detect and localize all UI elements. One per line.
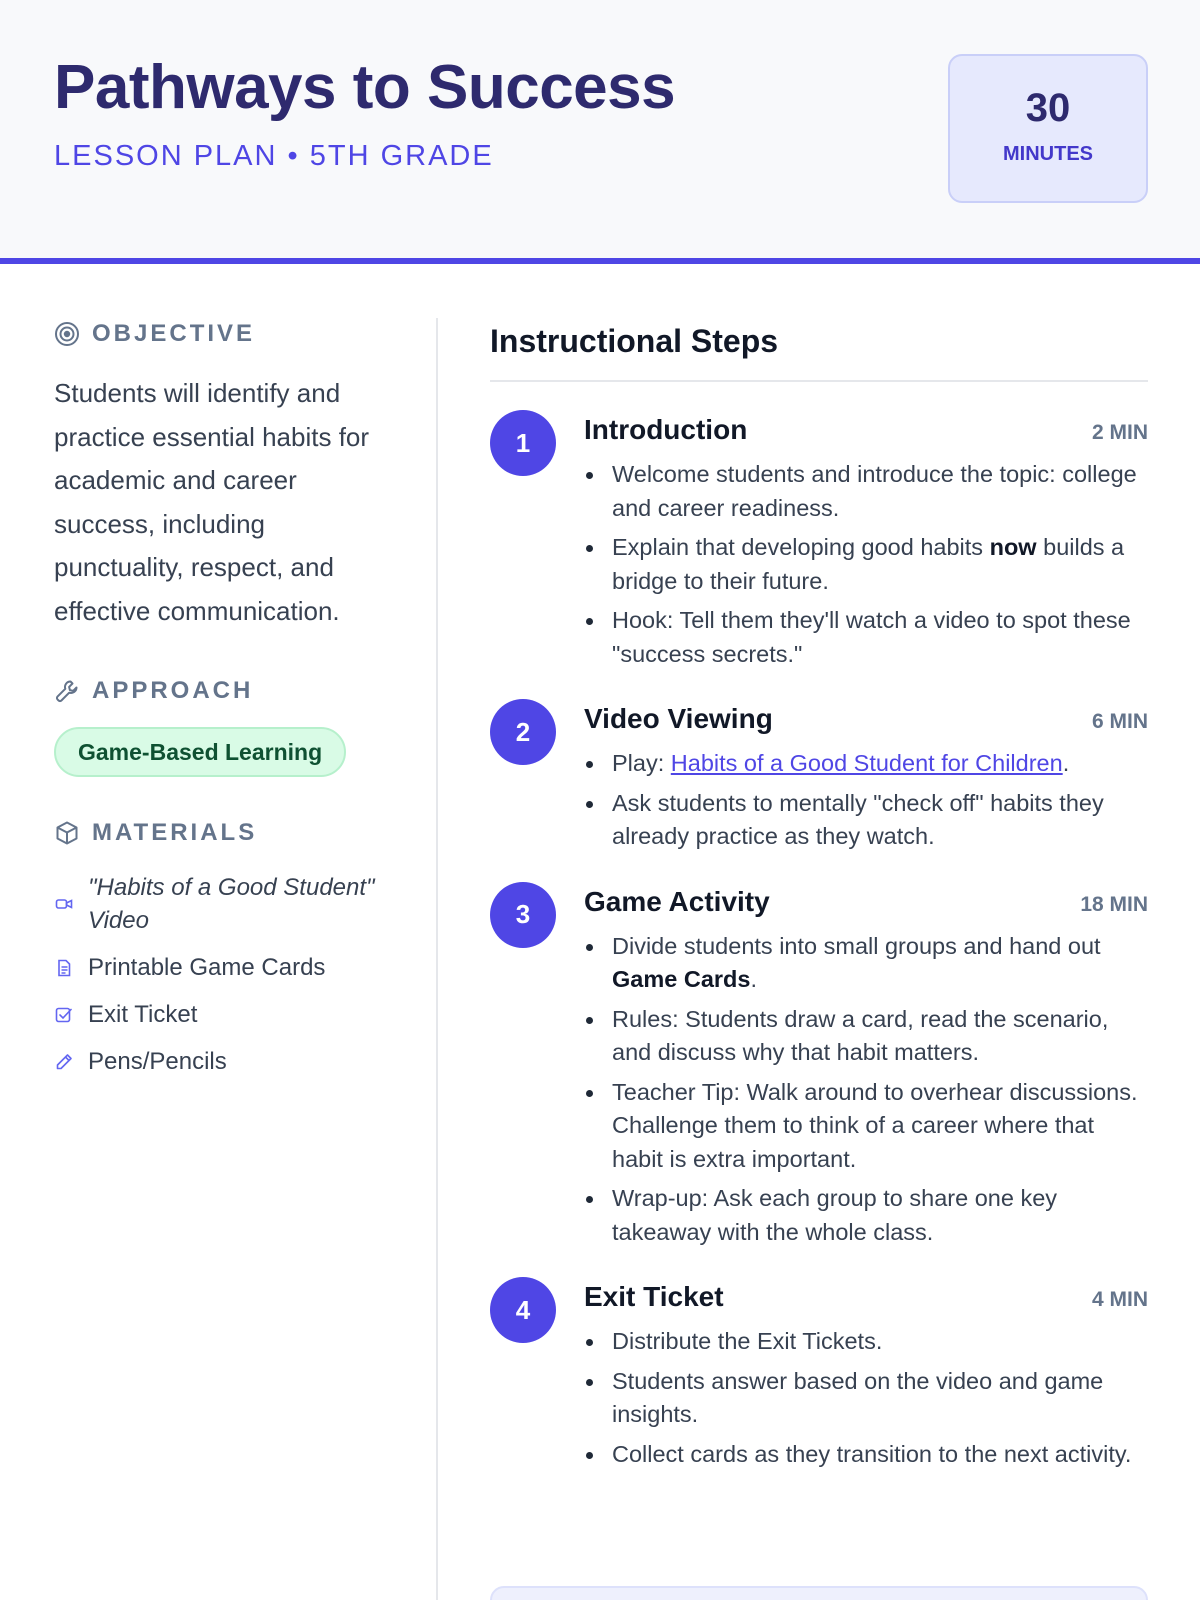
bullet-emphasis: Game Cards bbox=[612, 966, 751, 992]
material-label: Exit Ticket bbox=[88, 1001, 198, 1028]
column-divider bbox=[436, 318, 438, 1600]
sidebar bbox=[54, 318, 394, 1092]
target-icon bbox=[54, 321, 80, 347]
step-bullets bbox=[584, 930, 1148, 1250]
material-item bbox=[54, 871, 394, 937]
materials-title: MATERIALS bbox=[92, 819, 258, 846]
step-header bbox=[584, 882, 1148, 924]
list-item bbox=[584, 747, 1148, 781]
step-bullets bbox=[584, 458, 1148, 671]
duration-unit: MINUTES bbox=[1003, 143, 1093, 165]
bullet-text: Explain that developing good habits bbox=[612, 534, 990, 560]
video-icon bbox=[54, 894, 74, 914]
pencil-icon bbox=[54, 1052, 74, 1072]
approach-title: APPROACH bbox=[92, 677, 254, 704]
step-time: 2 MIN bbox=[1091, 421, 1148, 444]
step-number: 4 bbox=[490, 1277, 556, 1343]
objective-heading bbox=[54, 318, 394, 350]
list-item: Distribute the Exit Tickets. bbox=[584, 1325, 1148, 1359]
list-item: Collect cards as they transition to the next activity. bbox=[584, 1438, 1148, 1472]
step-time: 6 MIN bbox=[1091, 710, 1148, 733]
list-item: Teacher Tip: Walk around to overhear discussions. Challenge them to think of a career where that habit is extra important. bbox=[584, 1076, 1148, 1177]
box-icon bbox=[54, 820, 80, 846]
bullet-text: Play: bbox=[612, 750, 671, 776]
list-item: Welcome students and introduce the topic: college and career readiness. bbox=[584, 458, 1148, 525]
duration-card bbox=[948, 54, 1148, 203]
document-icon bbox=[54, 958, 74, 978]
list-item: Wrap-up: Ask each group to share one key takeaway with the whole class. bbox=[584, 1182, 1148, 1249]
step-header bbox=[584, 1277, 1148, 1319]
bullet-text: Divide students into small groups and hand out bbox=[612, 932, 1101, 959]
approach-heading bbox=[54, 675, 394, 707]
step-exit-ticket bbox=[490, 1277, 1148, 1471]
materials-list bbox=[54, 871, 394, 1078]
video-link[interactable]: Habits of a Good Student for Children bbox=[670, 750, 1063, 776]
material-label: Pens/Pencils bbox=[88, 1048, 227, 1075]
bullet-text: builds a bridge to their future. bbox=[612, 534, 1125, 594]
checkbox-icon bbox=[54, 1005, 74, 1025]
step-header bbox=[584, 410, 1148, 452]
list-item: Rules: Students draw a card, read the scenario, and discuss why that habit matters. bbox=[584, 1003, 1148, 1070]
material-label: Printable Game Cards bbox=[88, 954, 326, 981]
step-title: Exit Ticket bbox=[584, 1281, 724, 1312]
approach-badge: Game-Based Learning bbox=[54, 727, 346, 777]
lesson-header bbox=[0, 0, 1200, 264]
list-item: Ask students to mentally "check off" habits they already practice as they watch. bbox=[584, 787, 1148, 854]
step-time: 18 MIN bbox=[1080, 892, 1148, 916]
duration-value: 30 bbox=[1025, 86, 1071, 130]
page-title: Pathways to Success bbox=[54, 53, 676, 122]
page-subtitle: LESSON PLAN • 5TH GRADE bbox=[54, 140, 494, 172]
wrench-icon bbox=[54, 678, 80, 704]
material-item bbox=[54, 1045, 394, 1078]
list-item bbox=[584, 930, 1148, 997]
bullet-emphasis: now bbox=[989, 534, 1037, 560]
step-title: Introduction bbox=[584, 414, 748, 445]
step-number: 3 bbox=[490, 882, 556, 948]
step-video-viewing bbox=[490, 699, 1148, 854]
footer-card bbox=[490, 1586, 1148, 1600]
list-item: Hook: Tell them they'll watch a video to spot these "success secrets." bbox=[584, 604, 1148, 671]
step-number: 1 bbox=[490, 410, 556, 476]
list-item: Students answer based on the video and game insights. bbox=[584, 1365, 1148, 1432]
step-header bbox=[584, 699, 1148, 741]
steps-heading: Instructional Steps bbox=[490, 318, 1148, 382]
step-game-activity bbox=[490, 882, 1148, 1250]
objective-title: OBJECTIVE bbox=[92, 320, 256, 347]
list-item bbox=[584, 531, 1148, 598]
instructional-steps bbox=[490, 318, 1148, 1477]
material-item bbox=[54, 998, 394, 1031]
objective-text: Students will identify and practice essential habits for academic and career success, including punctuality, respect, and effective communication. bbox=[54, 378, 370, 626]
step-time: 4 MIN bbox=[1091, 1288, 1148, 1311]
step-introduction bbox=[490, 410, 1148, 671]
step-bullets bbox=[584, 1325, 1148, 1471]
step-title: Game Activity bbox=[584, 885, 770, 917]
step-title: Video Viewing bbox=[584, 703, 773, 734]
step-number: 2 bbox=[490, 699, 556, 765]
step-bullets bbox=[584, 747, 1148, 854]
materials-heading bbox=[54, 817, 394, 849]
bullet-text: . bbox=[750, 966, 757, 992]
bullet-text: . bbox=[1062, 750, 1070, 776]
material-item bbox=[54, 951, 394, 984]
material-label: "Habits of a Good Student" Video bbox=[88, 874, 375, 934]
